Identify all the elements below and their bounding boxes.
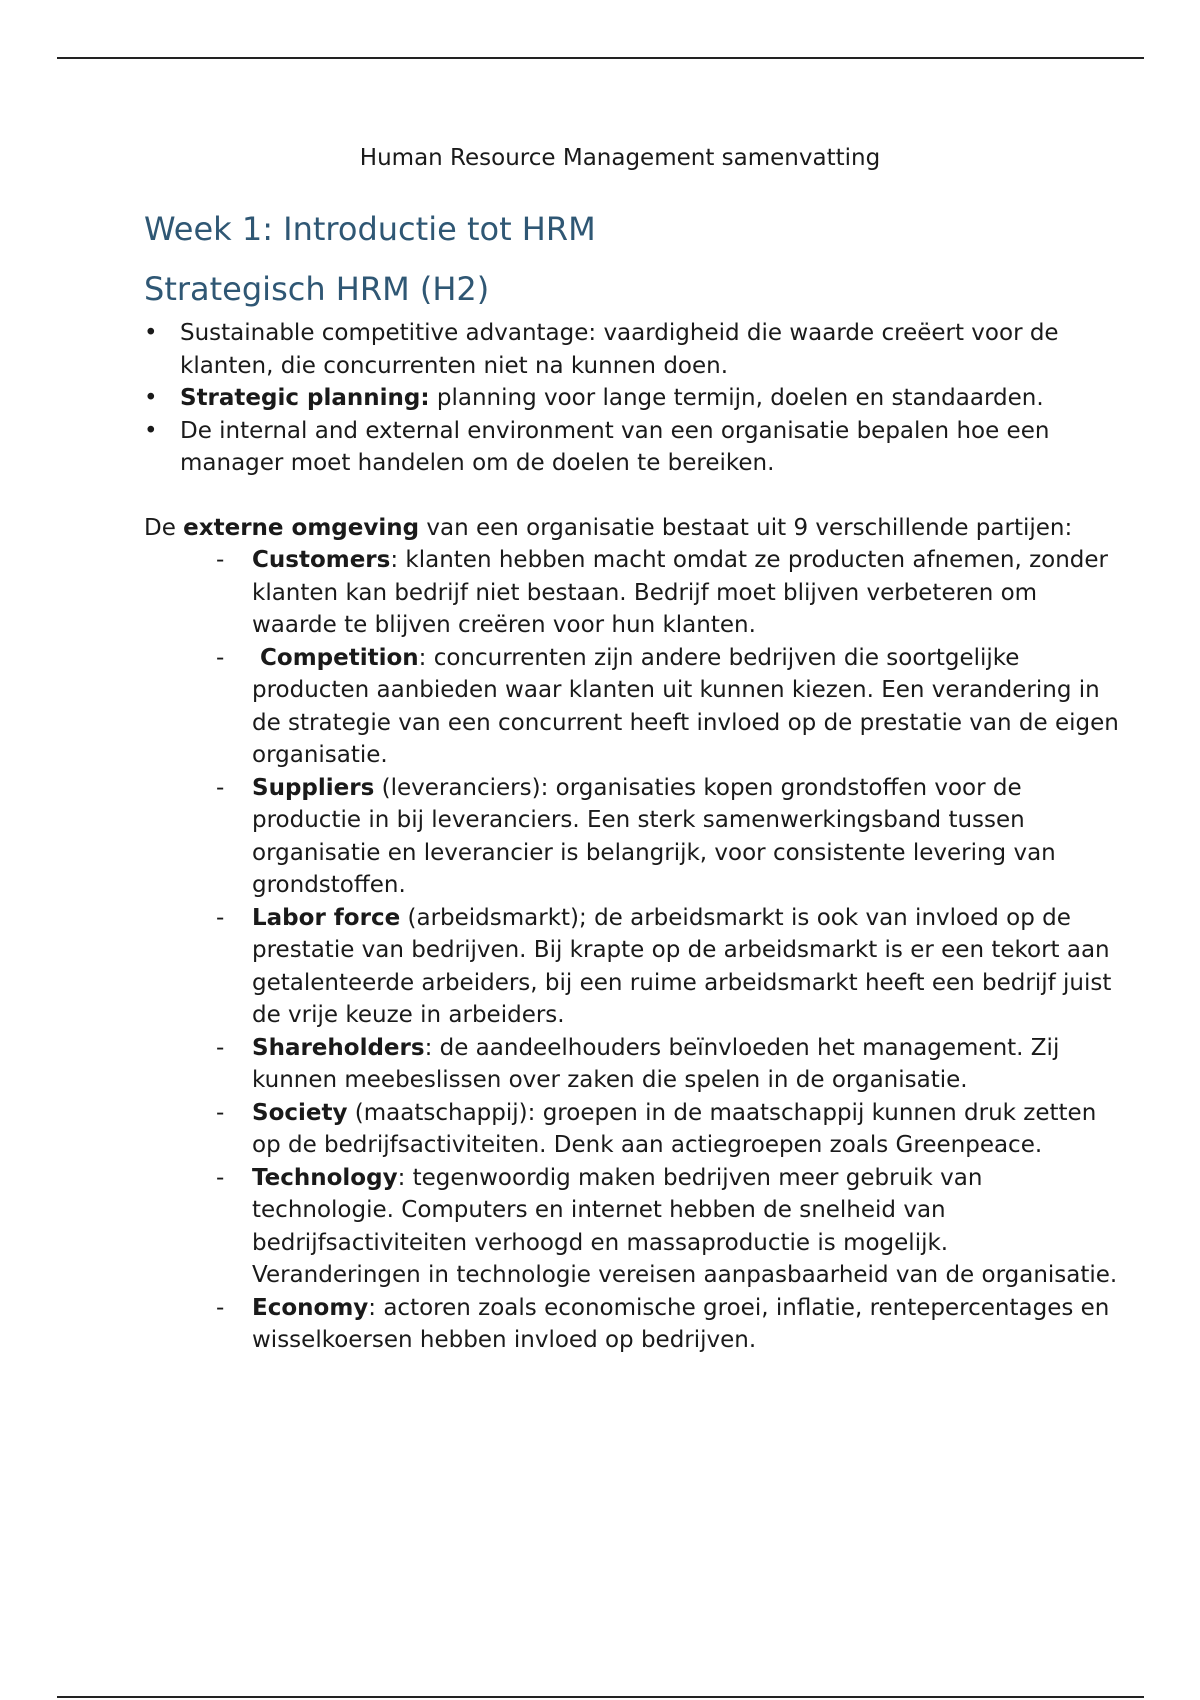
party-term: Suppliers xyxy=(252,774,375,801)
bullet-icon: • xyxy=(144,417,158,444)
list-item xyxy=(216,1292,1124,1357)
dash-icon: - xyxy=(216,1099,225,1126)
list-item xyxy=(216,772,1124,902)
parties-list xyxy=(144,544,1124,1357)
intro-after: van een organisatie bestaat uit 9 verschillende partijen: xyxy=(419,514,1073,541)
list-item xyxy=(216,642,1124,772)
dash-icon: - xyxy=(216,1294,225,1321)
page-bottom-rule xyxy=(57,1696,1144,1698)
list-item xyxy=(144,382,1124,415)
bullet-text: Sustainable competitive advantage: vaardigheid die waarde creëert voor de klanten, die concurrenten niet na kunnen doen. xyxy=(180,320,1059,379)
list-item xyxy=(144,415,1124,480)
external-environment-intro xyxy=(144,512,1124,545)
list-item xyxy=(144,317,1124,382)
dash-icon: - xyxy=(216,1034,225,1061)
dash-icon: - xyxy=(216,904,225,931)
party-text: : tegenwoordig maken bedrijven meer gebruik van technologie. Computers en internet hebben de snelheid van bedrijfsactiviteiten verhoogd en massaproductie is mogelijk. Veranderingen in technologie vereisen aanpasbaarheid van de organisatie. xyxy=(252,1164,1118,1288)
party-text: : de aandeelhouders beïnvloeden het management. Zij kunnen meebeslissen over zaken die spelen in de organisatie. xyxy=(252,1034,1060,1093)
bullet-text: planning voor lange termijn, doelen en standaarden. xyxy=(429,385,1044,411)
bullet-list xyxy=(144,317,1124,480)
party-term: Competition xyxy=(252,644,419,671)
bullet-icon: • xyxy=(144,385,158,411)
document-title: Human Resource Management samenvatting xyxy=(359,145,881,171)
bullet-term: Strategic planning: xyxy=(180,385,430,411)
dash-icon: - xyxy=(216,1164,225,1191)
list-item xyxy=(216,1097,1124,1162)
party-text: (arbeidsmarkt); de arbeidsmarkt is ook van invloed op de prestatie van bedrijven. Bij krapte op de arbeidsmarkt is er een tekort aan getalenteerde arbeiders, bij een ruime arbeidsmarkt heeft een bedrijf juist de vrije keuze in arbeiders. xyxy=(252,904,1112,1028)
party-text: : klanten hebben macht omdat ze producten afnemen, zonder klanten kan bedrijf niet bestaan. Bedrijf moet blijven verbeteren om waarde te blijven creëren voor hun klanten. xyxy=(252,547,1108,638)
party-term: Customers xyxy=(252,547,391,573)
dash-icon: - xyxy=(216,547,225,573)
bullet-text: De internal and external environment van een organisatie bepalen hoe een manager moet handelen om de doelen te bereiken. xyxy=(180,417,1050,476)
list-item xyxy=(216,1032,1124,1097)
party-term: Labor force xyxy=(252,904,401,931)
section-heading: Strategisch HRM (H2) xyxy=(144,270,490,308)
intro-term: externe omgeving xyxy=(183,514,420,541)
intro-before: De xyxy=(144,514,184,541)
dash-icon: - xyxy=(216,644,225,671)
page-top-rule xyxy=(57,57,1144,59)
party-text: : actoren zoals economische groei, inflatie, rentepercentages en wisselkoersen hebben invloed op bedrijven. xyxy=(252,1294,1110,1353)
list-item xyxy=(216,902,1124,1032)
party-term: Technology xyxy=(252,1164,398,1191)
party-text: (leveranciers): organisaties kopen grondstoffen voor de productie in bij leveranciers. Een sterk samenwerkingsband tussen organisatie en leverancier is belangrijk, voor consistente levering van grondstoffen. xyxy=(252,774,1056,898)
party-term: Society xyxy=(252,1099,348,1126)
party-text: : concurrenten zijn andere bedrijven die soortgelijke producten aanbieden waar klanten uit kunnen kiezen. Een verandering in de strategie van een concurrent heeft invloed op de prestatie van de eigen organisatie. xyxy=(252,644,1119,768)
document-body xyxy=(144,205,1124,1357)
dash-icon: - xyxy=(216,774,225,801)
list-item xyxy=(216,544,1124,642)
party-term: Shareholders xyxy=(252,1034,425,1061)
list-item xyxy=(216,1162,1124,1292)
week-heading: Week 1: Introductie tot HRM xyxy=(144,210,596,248)
party-term: Economy xyxy=(252,1294,369,1321)
bullet-icon: • xyxy=(144,320,158,346)
party-text: (maatschappij): groepen in de maatschappij kunnen druk zetten op de bedrijfsactiviteiten. Denk aan actiegroepen zoals Greenpeace. xyxy=(252,1099,1097,1158)
